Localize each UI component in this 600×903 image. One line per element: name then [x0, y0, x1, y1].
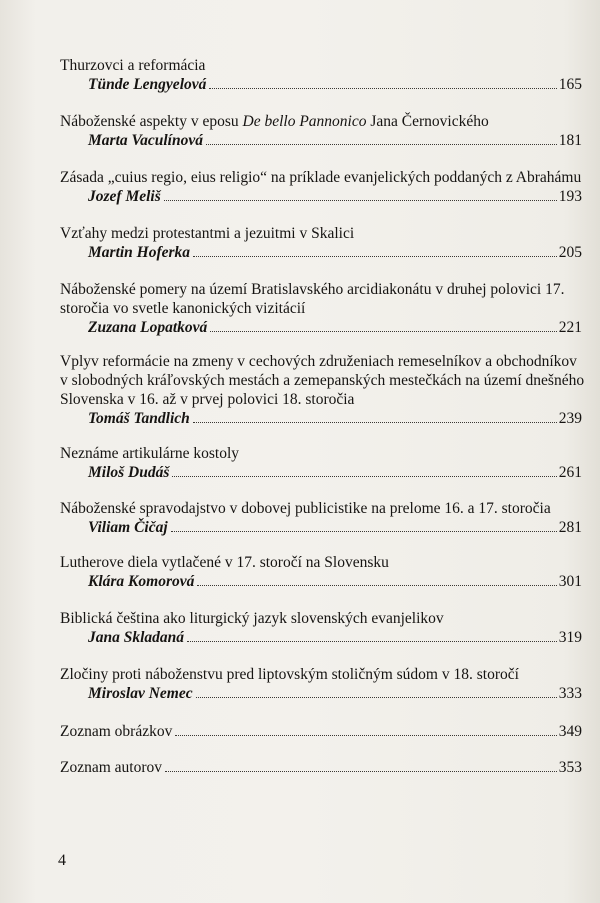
toc-entry-author-row	[60, 628, 582, 647]
toc-entry	[60, 609, 582, 647]
toc-entry-author: Miroslav Nemec	[88, 685, 193, 702]
toc-entry-page: 301	[558, 573, 582, 590]
dot-leader	[210, 331, 556, 332]
toc-entry-title: Náboženské pomery na území Bratislavského arcidiakonátu v druhej polovici 17.	[60, 281, 565, 298]
toc-entry-title: storočia vo svetle kanonických vizitácií	[60, 300, 306, 317]
toc-entry-title: Lutherove diela vytlačené v 17. storočí na Slovensku	[60, 554, 389, 571]
toc-entry-title: Náboženské aspekty v eposu De bello Pannonico Jana Černovického	[60, 113, 489, 130]
toc-entry	[60, 168, 582, 206]
toc-entry-page: 239	[558, 410, 582, 427]
toc-entry-author: Jozef Meliš	[88, 188, 161, 205]
toc-entry-author: Zuzana Lopatková	[88, 319, 208, 336]
toc-entry-author-row	[60, 131, 582, 150]
toc-entry-page: 165	[558, 76, 582, 93]
dot-leader	[187, 641, 557, 642]
dot-leader	[175, 735, 556, 736]
toc-entry	[60, 499, 582, 537]
toc-extra-page: 353	[558, 759, 582, 776]
toc-entry	[60, 553, 582, 591]
toc-entry-author-row	[60, 243, 582, 262]
dot-leader	[196, 697, 557, 698]
toc-entry	[60, 280, 582, 337]
toc-entry-author-row	[60, 75, 582, 94]
toc-extra-row	[60, 758, 582, 777]
dot-leader	[171, 531, 557, 532]
toc-entry	[60, 224, 582, 262]
dot-leader	[197, 585, 556, 586]
dot-leader	[209, 88, 556, 89]
toc-entry-page: 181	[558, 132, 582, 149]
dot-leader	[193, 422, 557, 423]
toc-entry-title: Zásada „cuius regio, eius religio“ na príklade evanjelických poddaných z Abrahámu	[60, 169, 582, 186]
toc-entry-page: 319	[558, 629, 582, 646]
toc-entry-page: 261	[558, 464, 582, 481]
toc-entry	[60, 56, 582, 94]
toc-extra-row	[60, 722, 582, 741]
toc-entry-page: 221	[558, 319, 582, 336]
dot-leader	[164, 200, 557, 201]
toc-entry-page: 205	[558, 244, 582, 261]
toc-entry-author: Klára Komorová	[88, 573, 195, 590]
toc-extra-page: 349	[558, 723, 582, 740]
toc-entry-author-row	[60, 318, 582, 337]
toc-entry-page: 281	[558, 519, 582, 536]
toc-entry-title: Biblická čeština ako liturgický jazyk slovenských evanjelikov	[60, 610, 444, 627]
toc-entry-title: Vplyv reformácie na zmeny v cechových združeniach remeselníkov a obchodníkov	[60, 353, 577, 370]
page-number: 4	[58, 852, 66, 869]
toc-entry-author-row	[60, 684, 582, 703]
toc-entry-title: Vzťahy medzi protestantmi a jezuitmi v Skalici	[60, 225, 355, 242]
dot-leader	[165, 771, 557, 772]
dot-leader	[172, 476, 556, 477]
toc-entry-author-row	[60, 187, 582, 206]
toc-entry-author-row	[60, 518, 582, 537]
toc-entry-title: v slobodných kráľovských mestách a zemepanských mestečkách na území dnešného	[60, 372, 585, 389]
toc-extra-label: Zoznam obrázkov	[60, 723, 173, 740]
toc-entry-title: Thurzovci a reformácia	[60, 57, 206, 74]
toc-entry-author-row	[60, 409, 582, 428]
toc-entry-author: Jana Skladaná	[88, 629, 185, 646]
toc-entry-title: Zločiny proti náboženstvu pred liptovským stoličným súdom v 18. storočí	[60, 666, 519, 683]
toc-entry-author: Miloš Dudáš	[88, 464, 170, 481]
toc-entry-author: Martin Hoferka	[88, 244, 191, 261]
toc-entry-page: 333	[558, 685, 582, 702]
toc-entry	[60, 352, 585, 428]
toc-entry-title: Slovenska v 16. až v prvej polovici 18. storočia	[60, 391, 355, 408]
toc-entry-author: Marta Vaculínová	[88, 132, 203, 149]
dot-leader	[193, 256, 557, 257]
toc-entry-title: Neznáme artikulárne kostoly	[60, 445, 240, 462]
toc-extra	[60, 758, 582, 777]
toc-entry	[60, 112, 582, 150]
dot-leader	[206, 144, 557, 145]
toc-entry-author: Tomáš Tandlich	[88, 410, 190, 427]
toc-entry	[60, 444, 582, 482]
toc-entry	[60, 665, 582, 703]
toc-extra-label: Zoznam autorov	[60, 759, 163, 776]
toc-entry-author: Tünde Lengyelová	[88, 76, 207, 93]
toc-entry-author: Viliam Čičaj	[88, 519, 168, 536]
toc-entry-title: Náboženské spravodajstvo v dobovej publicistike na prelome 16. a 17. storočia	[60, 500, 551, 517]
toc-extra	[60, 722, 582, 741]
toc-entry-page: 193	[558, 188, 582, 205]
toc-entry-author-row	[60, 572, 582, 591]
toc-entry-author-row	[60, 463, 582, 482]
